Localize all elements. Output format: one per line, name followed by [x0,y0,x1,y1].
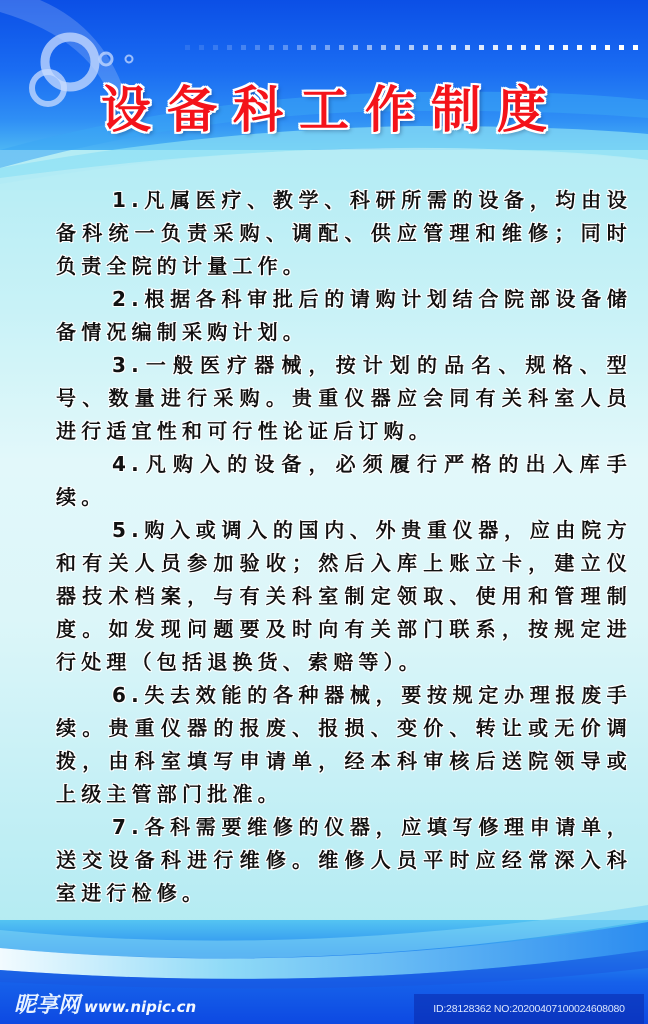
site-logo [14,988,196,1019]
rules-list [56,184,632,910]
rule-item-2: 2.根据各科审批后的请购计划结合院部设备储备情况编制采购计划。 [56,287,632,344]
rule-item-6: 6.失去效能的各种器械，要按规定办理报废手续。贵重仪器的报废、报损、变价、转让或无价调拨，由科室填写申请单，经本科审核后送院领导或上级主管部门批准。 [56,683,632,806]
rule-item-3: 3.一般医疗器械，按计划的品名、规格、型号、数量进行采购。贵重仪器应会同有关科室人员进行适宜性和可行性论证后订购。 [56,353,632,443]
site-url: www.nipic.cn [84,998,197,1016]
rule-item-1: 1.凡属医疗、教学、科研所需的设备，均由设备科统一负责采购、调配、供应管理和维修；同时负责全院的计量工作。 [56,188,632,278]
rule-item-5: 5.购入或调入的国内、外贵重仪器，应由院方和有关人员参加验收；然后入库上账立卡，建立仪器技术档案，与有关科室制定领取、使用和管理制度。如发现问题要及时向有关部门联系，按规定进行处理（包括退换货、索赔等）。 [56,518,632,674]
dotted-squares-line [185,45,638,50]
site-logo-text: 昵享网 [14,993,81,1018]
image-id-watermark: ID:28128362 NO:20200407100024608080 [414,994,644,1024]
rule-item-4: 4.凡购入的设备，必须履行严格的出入库手续。 [56,452,632,509]
rule-item-7: 7.各科需要维修的仪器，应填写修理申请单，送交设备科进行维修。维修人员平时应经常深入科室进行检修。 [56,815,632,905]
page-title: 设备科工作制度 [101,80,563,139]
